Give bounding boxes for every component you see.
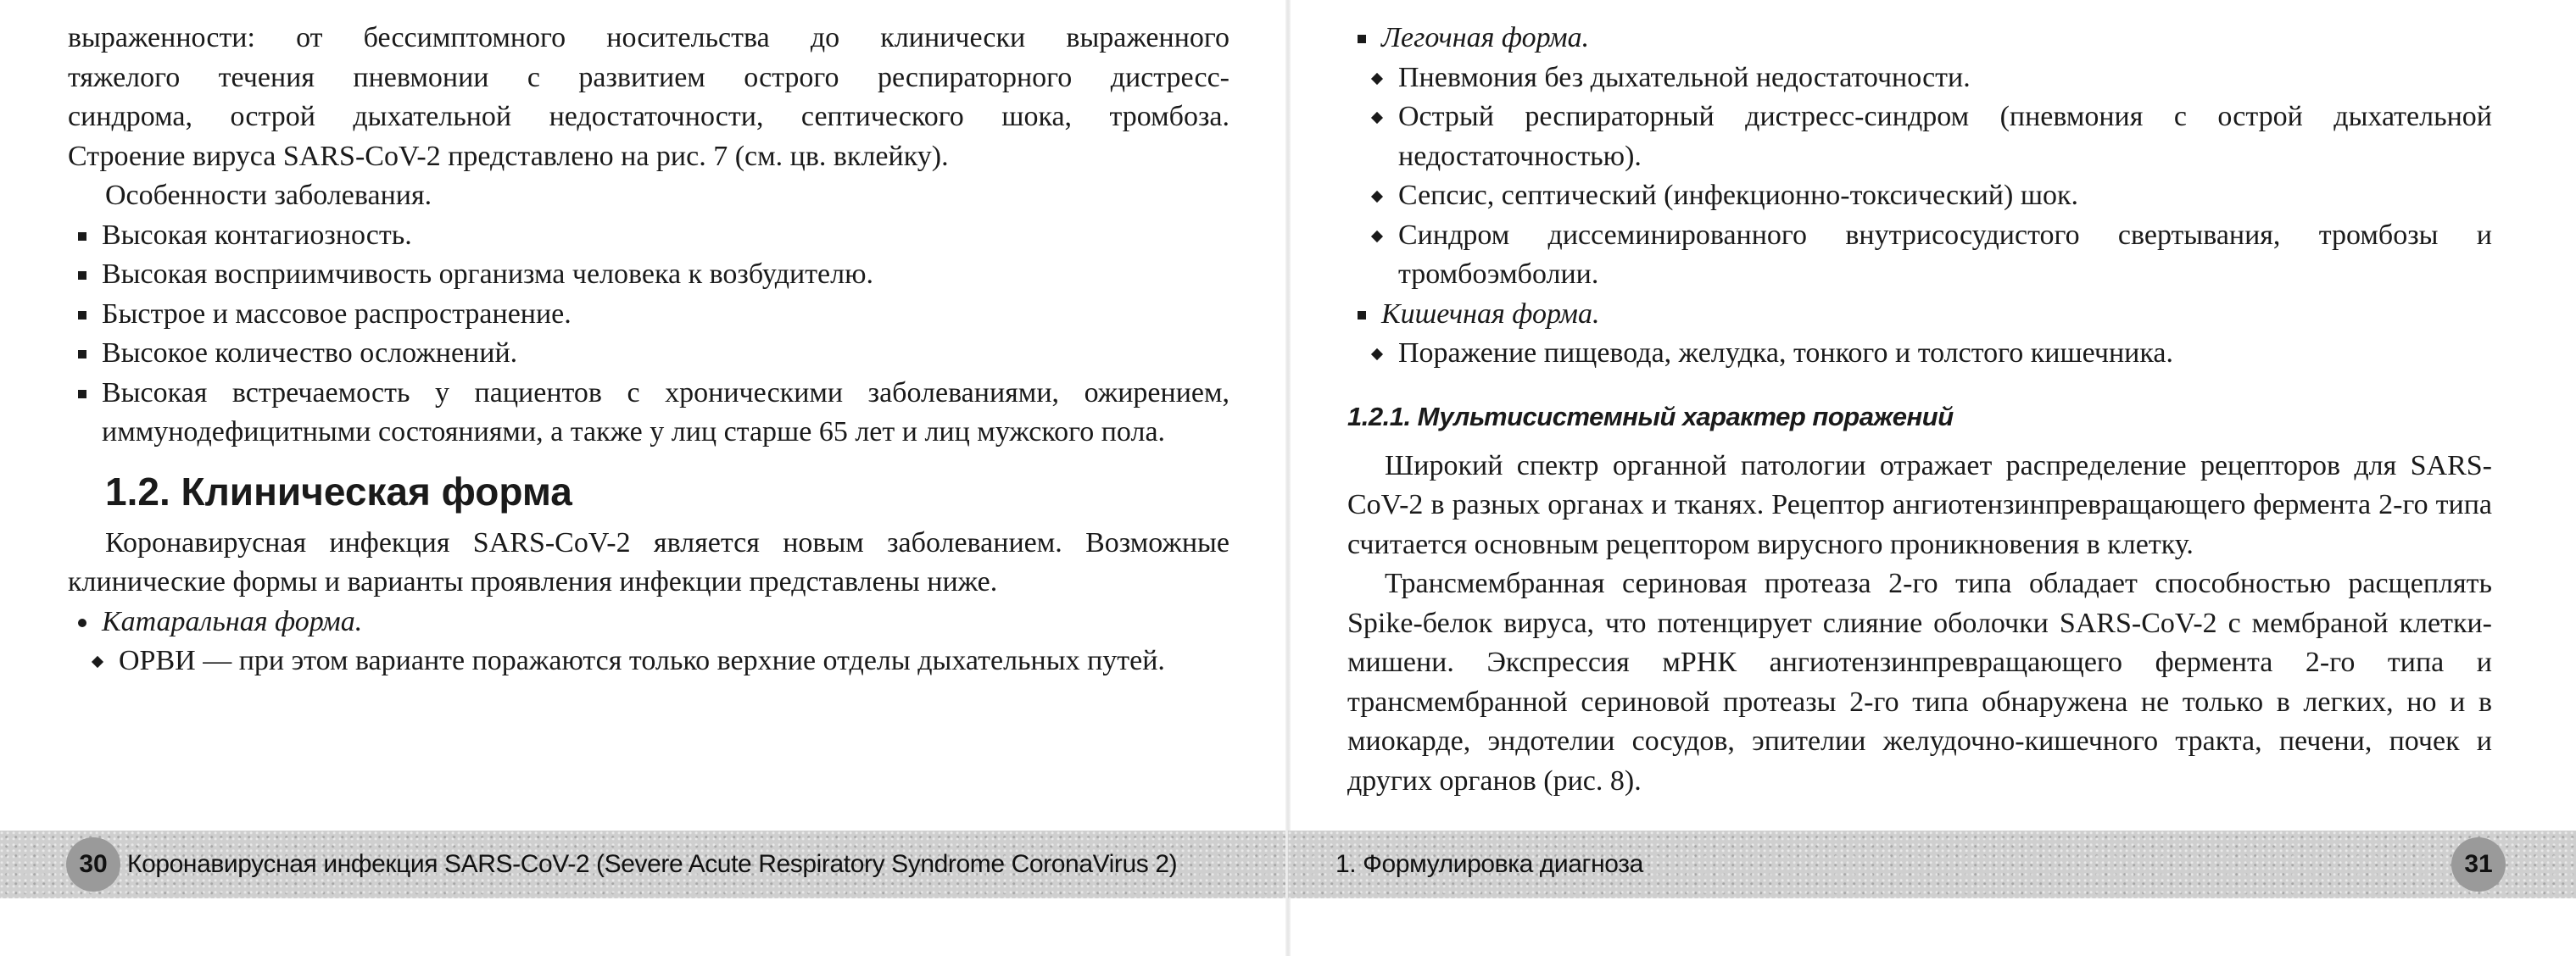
diamond-bullet-icon [1371,230,1383,242]
list-item-text: Сепсис, септический (инфекционно-токсический) шок. [1398,180,2079,211]
list-item: Высокая встречаемость у пациентов с хроническими заболеваниями, ожирением, иммунодефицитными состояниями, а также у лиц старше 65 лет и лиц мужского пола. [68,374,1229,453]
list-item-text: Пневмония без дыхательной недостаточности. [1398,61,1971,93]
intro-line: выраженности: от бессимптомного носительства до клинически выраженного [68,22,1229,53]
pulmonary-list [1347,58,2492,295]
subsection-title: 1.2.1. Мультисистемный характер поражений [1347,401,1954,431]
intestinal-list [1347,334,2492,374]
list-item [1347,176,2492,216]
diamond-bullet-icon [1371,348,1383,360]
right-page [1288,0,2576,956]
list-item: Быстрое и массовое распространение. [68,295,1229,335]
bullet-marker [1358,311,1366,320]
right-text-column [1347,19,2492,801]
left-text-column [68,19,1229,681]
form-label: Кишечная форма. [1381,297,1600,330]
form-label: Легочная форма. [1381,22,1590,53]
catarrhal-form-heading [68,603,1229,642]
list-item-text: Синдром диссеминированного внутрисосудистого свертывания, тромбозы и тромбоэмболии. [1398,219,2492,290]
intro-line: синдрома, острой дыхательной недостаточности, септического шока, тромбоза. [68,101,1229,132]
page-number: 31 [2451,837,2506,892]
list-item [1347,58,2492,98]
diamond-bullet-icon [92,656,103,668]
list-item [1347,216,2492,295]
list-item [1347,334,2492,374]
left-footer [0,831,1288,898]
section-title: 1.2. Клиническая форма [105,469,572,514]
list-item [68,642,1229,681]
diamond-bullet-icon [1371,191,1383,203]
bullet-marker [78,619,86,627]
diamond-bullet-icon [1371,112,1383,124]
features-list [68,216,1229,453]
right-footer [1288,831,2576,898]
list-item-text: ОРВИ — при этом варианте поражаются только верхние отделы дыхательных путей. [119,645,1165,676]
paragraph: Широкий спектр органной патологии отражает распределение рецепторов для SARS-CoV-2 в разных органах и тканях. Рецептор ангиотензинпревращающего фермента 2-го типа считается основным рецептором вирусного проникновения в клетку. [1347,449,2492,560]
list-item: Высокое количество осложнений. [68,334,1229,374]
catarrhal-list [68,642,1229,681]
list-item: Высокая восприимчивость организма человека к возбудителю. [68,255,1229,295]
list-item [1347,97,2492,176]
paragraph: Трансмембранная сериновая протеаза 2-го типа обладает способностью расщеплять Spike-белок вируса, что потенцирует слияние оболочки SARS-CoV-2 с мембраной клетки-мишени. Экспрессия мРНК ангиотензинпревращающего фермента 2-го типа и трансмембранной сериновой протеазы 2-го типа обнаружена не только в легких, но и в миокарде, эндотелии сосудов, эпителии желудочно-кишечного тракта, печени, почек и других органов (рис. 8). [1347,568,2492,797]
list-item-text: Поражение пищевода, желудка, тонкого и толстого кишечника. [1398,337,2173,369]
running-head: Коронавирусная инфекция SARS-CoV-2 (Severe Acute Respiratory Syndrome CoronaVirus 2) [127,850,1178,878]
diamond-bullet-icon [1371,72,1383,84]
features-heading: Особенности заболевания. [105,180,432,211]
intro-line: Строение вируса SARS-CoV-2 представлено на рис. 7 (см. цв. вклейку). [68,140,949,172]
bullet-marker [1358,35,1366,43]
pulmonary-form-heading [1347,19,2492,58]
form-label: Катаральная форма. [102,605,363,637]
list-item: Высокая контагиозность. [68,216,1229,256]
section-paragraph: Коронавирусная инфекция SARS-CoV-2 является новым заболеванием. Возможные клинические формы и варианты проявления инфекции представлены ниже. [68,526,1229,598]
running-head: 1. Формулировка диагноза [1335,850,1643,878]
intestinal-form-heading [1347,295,2492,335]
intro-line: тяжелого течения пневмонии с развитием острого респираторного дистресс- [68,61,1229,93]
list-item-text: Острый респираторный дистресс-синдром (пневмония с острой дыхательной недостаточностью). [1398,101,2492,172]
page-number: 30 [66,837,120,892]
